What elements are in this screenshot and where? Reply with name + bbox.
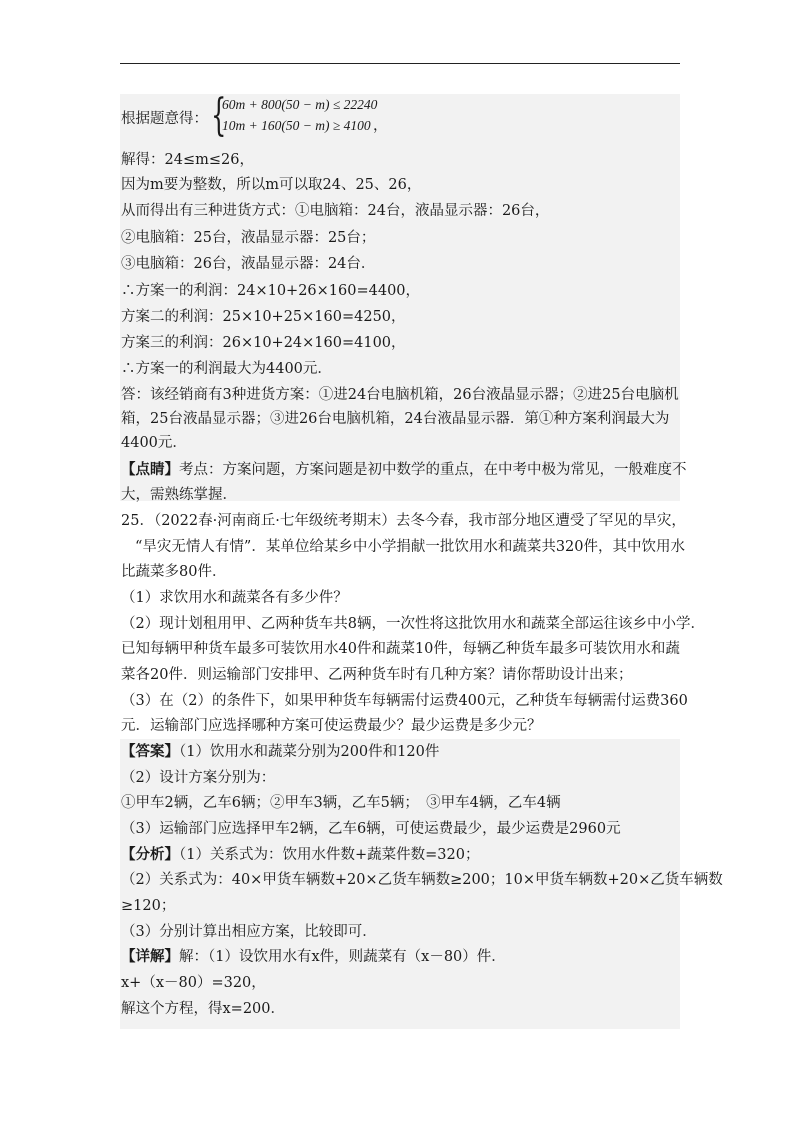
detail-line: 【详解】解：（1）设饮用水有x件，则蔬菜有（x－80）件． [121, 948, 506, 965]
system-label: 根据题意得： [121, 111, 208, 127]
question-part-3: （3）在（2）的条件下，如果甲种货车每辆需付运费400元，乙种货车每辆需付运费360 [121, 693, 688, 709]
text-line: ≥120； [121, 898, 176, 914]
text-line: 比蔬菜多80件． [121, 564, 227, 580]
text-line: 大，需熟练掌握． [121, 487, 237, 503]
text-line: （3）分别计算出相应方案，比较即可． [121, 924, 377, 940]
text-line: 从而得出有三种进货方式：①电脑箱：24台，液晶显示器：26台， [121, 203, 550, 219]
text-line: 解这个方程，得x=200． [121, 1001, 286, 1017]
tag-detail: 【详解】 [121, 948, 179, 965]
header-rule [120, 63, 680, 64]
text-line: 菜各20件．则运输部门安排甲、乙两种货车时有几种方案？请你帮助设计出来； [121, 667, 633, 683]
text-line: “旱灾无情人有情”．某单位给某乡中小学捐献一批饮用水和蔬菜共320件，其中饮用水 [135, 539, 685, 555]
text-line: x+（x－80）=320， [121, 975, 266, 991]
text-line: 答：该经销商有3种进货方案：①进24台电脑机箱，26台液晶显示器；②进25台电脑机 [121, 387, 679, 403]
inequality-2: 10m + 160(50 − m) ≥ 4100 [222, 118, 371, 133]
question-part-1: （1）求饮用水和蔬菜各有多少件？ [121, 590, 348, 606]
text-line: ∴方案一的利润：24×10+26×160=4400， [121, 283, 421, 299]
tag-answer: 【答案】 [121, 743, 179, 760]
analysis-line: 【分析】（1）关系式为：饮用水件数+蔬菜件数=320； [121, 846, 480, 863]
text-line: 元．运输部门应选择哪种方案可使运费最少？最少运费是多少元？ [121, 718, 542, 734]
text-line: 箱，25台液晶显示器；③进26台电脑机箱，24台液晶显示器．第①种方案利润最大为 [121, 411, 670, 427]
text-line: ②电脑箱：25台，液晶显示器：25台； [121, 230, 376, 246]
text-line: 4400元． [121, 435, 187, 451]
text-line: 方案二的利润：25×10+25×160=4250， [121, 309, 406, 325]
text-line: 方案三的利润：26×10+24×160=4100， [121, 335, 406, 351]
inequality-1: 60m + 800(50 − m) ≤ 22240 [222, 97, 378, 112]
system-comma: ， [373, 118, 388, 134]
tag-analysis: 【分析】 [121, 846, 179, 863]
text-line: （2）设计方案分别为： [121, 770, 276, 786]
answer-line: 【答案】（1）饮用水和蔬菜分别为200件和120件 [121, 743, 440, 760]
text-line: ③电脑箱：26台，液晶显示器：24台． [121, 256, 376, 272]
text-line: （2）关系式为：40×甲货车辆数+20×乙货车辆数≥200；10×甲货车辆数+20×乙货车辆数 [121, 872, 723, 888]
text-line: （3）运输部门应选择甲车2辆，乙车6辆，可使运费最少，最少运费是2960元 [121, 821, 621, 837]
dianjing-line: 【点睛】考点：方案问题，方案问题是初中数学的重点，在中考中极为常见，一般难度不 [121, 461, 687, 478]
question-25-line: 25．（2022春·河南商丘·七年级统考期末）去冬今春，我市部分地区遭受了罕见的旱灾， [121, 513, 686, 529]
text-line: 因为m要为整数，所以m可以取24、25、26， [121, 177, 422, 193]
text-line: 解得：24≤m≤26， [121, 152, 254, 168]
text-line: ∴方案一的利润最大为4400元． [121, 361, 332, 377]
question-part-2: （2）现计划租用甲、乙两种货车共8辆，一次性将这批饮用水和蔬菜全部运往该乡中小学． [121, 616, 705, 632]
left-brace: { [211, 90, 227, 141]
text-line: 已知每辆甲种货车最多可装饮用水40件和蔬菜10件，每辆乙种货车最多可装饮用水和蔬 [121, 641, 680, 657]
text-line: ①甲车2辆，乙车6辆；②甲车3辆，乙车5辆； ③甲车4辆，乙车4辆 [121, 795, 561, 811]
tag-dianjing: 【点睛】 [121, 461, 179, 478]
